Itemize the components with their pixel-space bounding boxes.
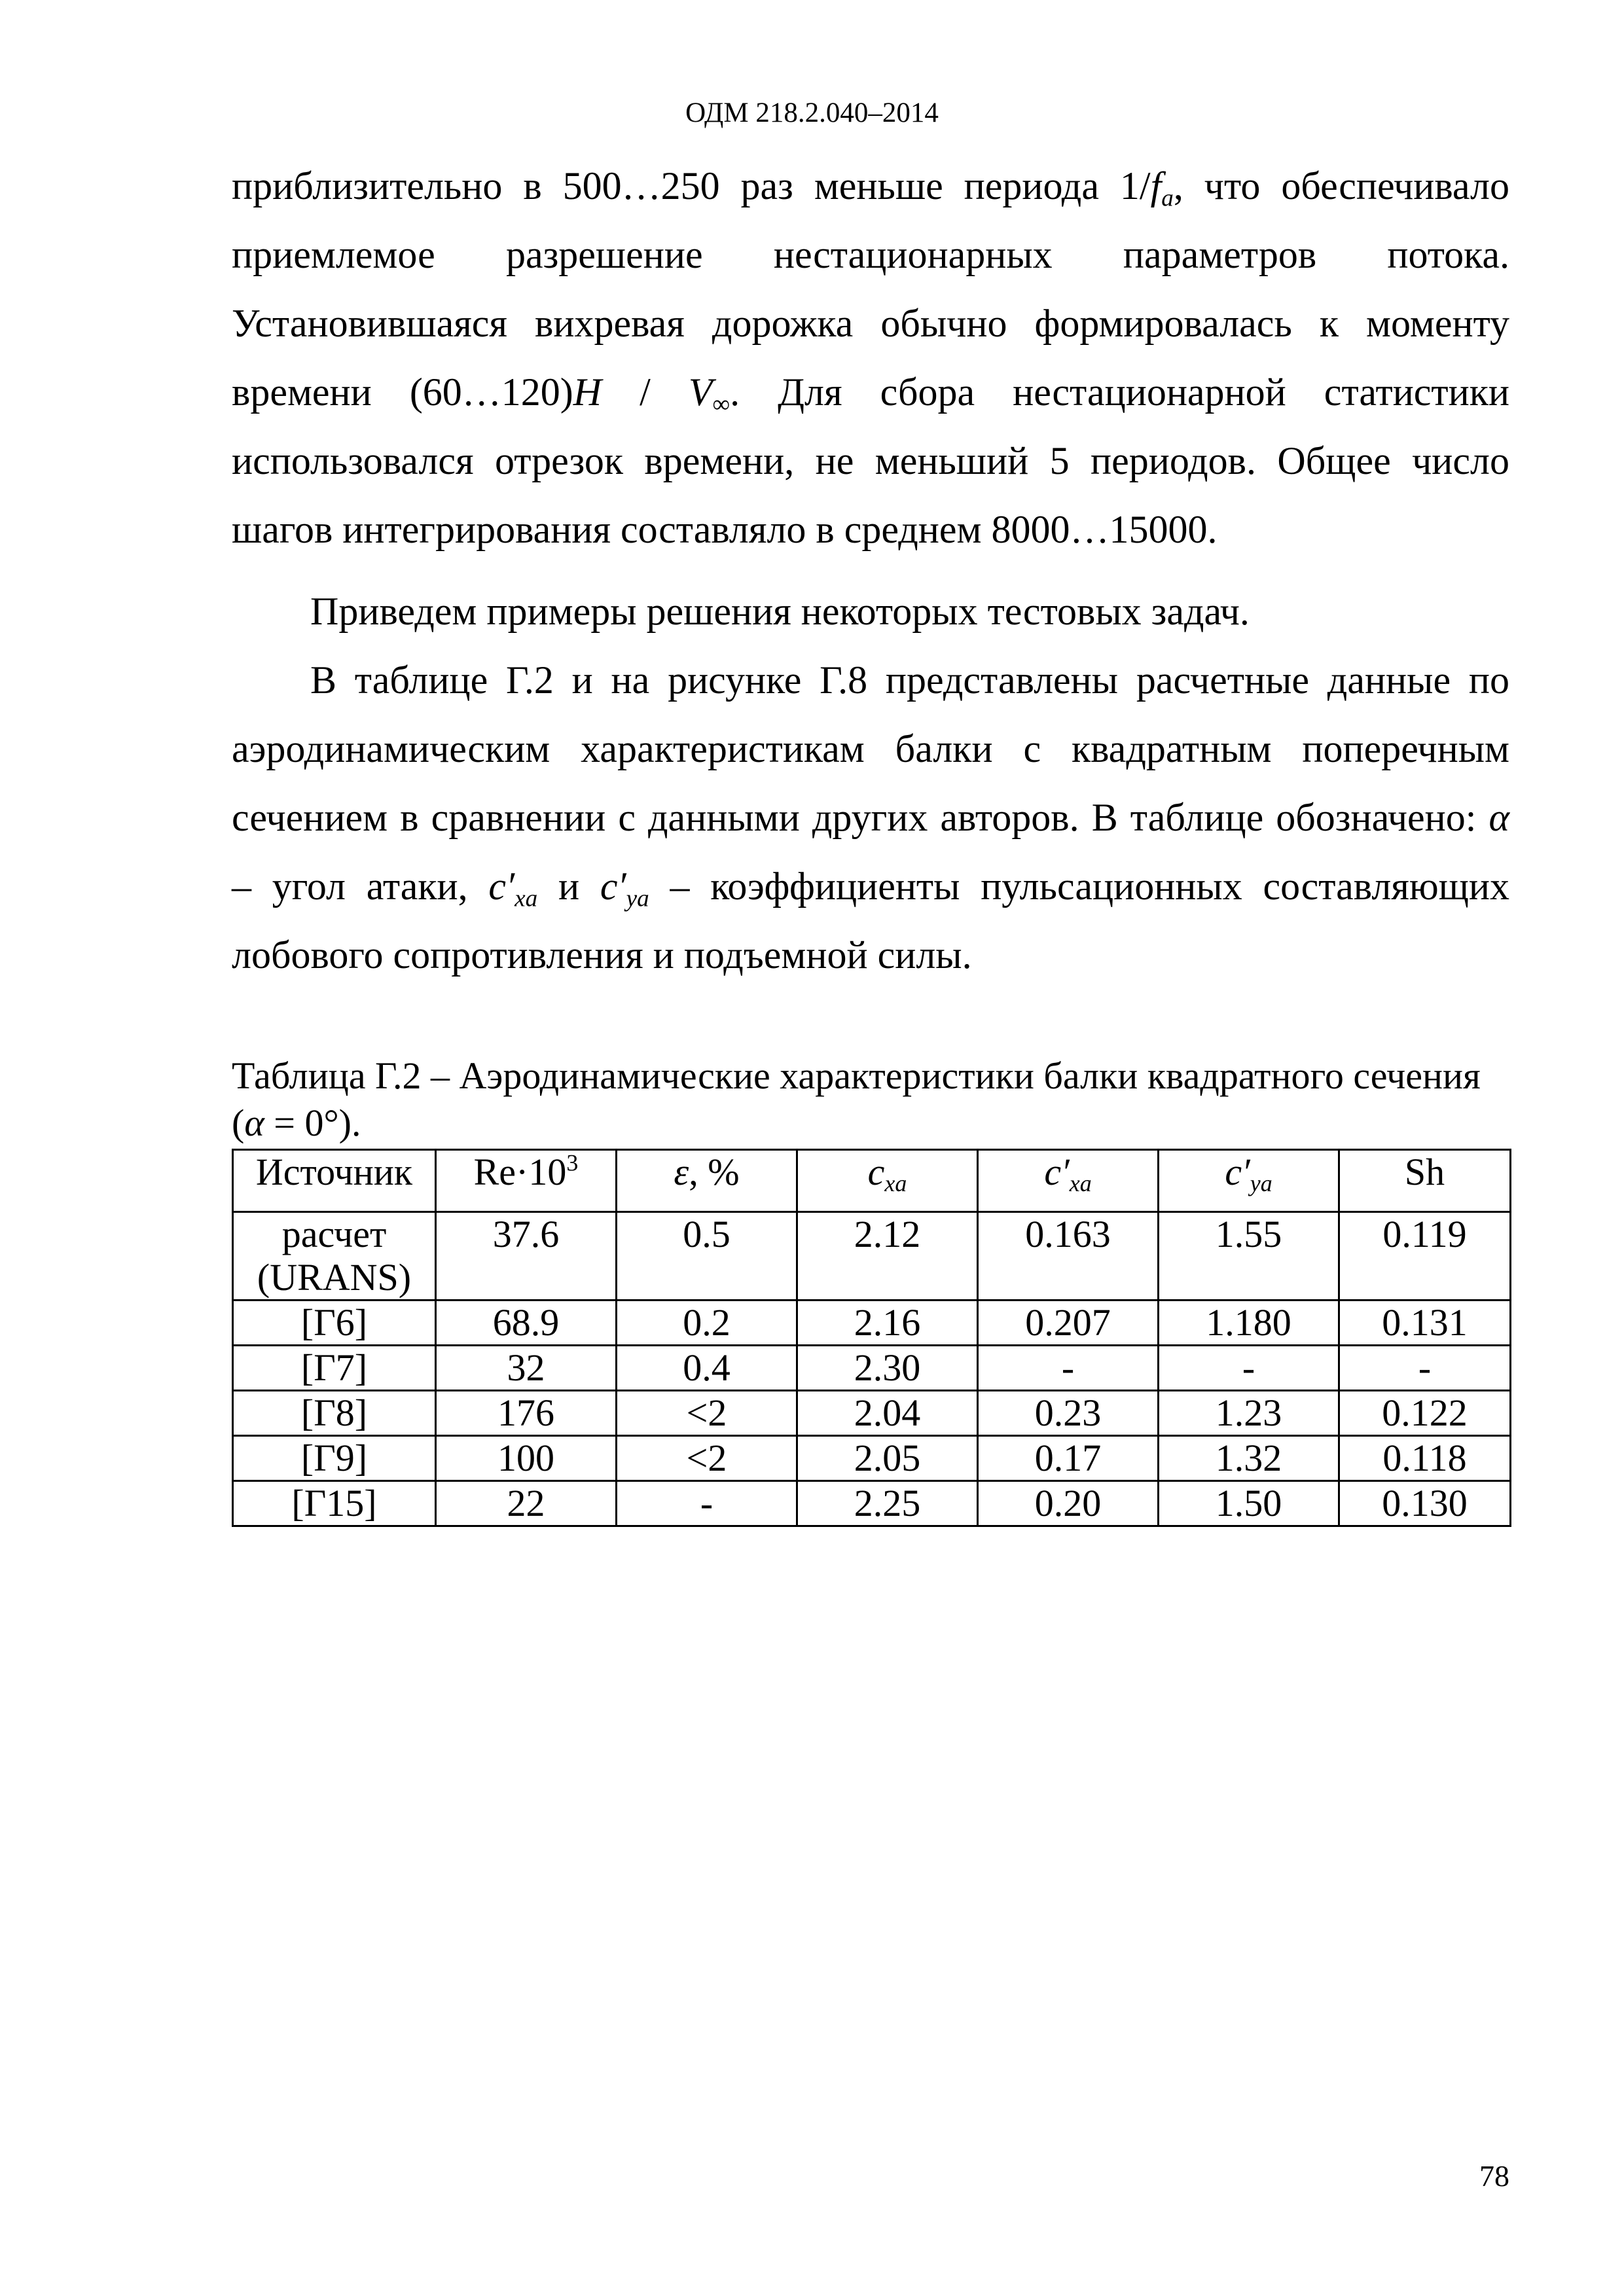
- cell-sh: 0.118: [1339, 1436, 1511, 1481]
- cell-cxa: 2.05: [797, 1436, 978, 1481]
- paragraph-continuation: приблизительно в 500…250 раз меньше периода $1/f_a$, что обеспечивало приемлемое разрешение нестационарных параметров потока. Установившаяся вихревая дорожка обычно формировалась к моменту времени (60…120)H / $V_\infty$. Для сбора нестационарной статистики использовался отрезок времени, не меньший 5 периодов. Общее число шагов интегрирования составляло в среднем 8000…15000.: [232, 164, 1510, 551]
- cell-cxa: 2.12: [797, 1212, 978, 1300]
- cell-cxa: 2.30: [797, 1346, 978, 1391]
- page-header: ОДМ 218.2.040–2014: [685, 98, 939, 128]
- paragraph-examples-intro: Приведем примеры решения некоторых тестовых задач.: [310, 590, 1250, 633]
- header-cya-pulsation: $c'_{ya}$: [1159, 1150, 1339, 1212]
- table-header-row: [233, 1150, 1511, 1212]
- cell-cxa: 2.25: [797, 1481, 978, 1526]
- table-row: [233, 1212, 1511, 1300]
- cell-sh: 0.122: [1339, 1391, 1511, 1436]
- cell-eps: -: [617, 1481, 797, 1526]
- cell-eps: 0.2: [617, 1300, 797, 1346]
- cell-cxa-pulsation: 0.17: [978, 1436, 1159, 1481]
- cell-re: 32: [436, 1346, 617, 1391]
- cell-eps: <2: [617, 1436, 797, 1481]
- body-text: [232, 152, 1509, 990]
- cell-source: [Г8]: [233, 1391, 436, 1436]
- cell-re: 68.9: [436, 1300, 617, 1346]
- cell-re: 176: [436, 1391, 617, 1436]
- table-row: [233, 1391, 1511, 1436]
- header-strouhal: Sh: [1339, 1150, 1511, 1212]
- cell-sh: -: [1339, 1346, 1511, 1391]
- cell-cya-pulsation: 1.23: [1159, 1391, 1339, 1436]
- cell-eps: <2: [617, 1391, 797, 1436]
- cell-re: 37.6: [436, 1212, 617, 1300]
- table-row: [233, 1300, 1511, 1346]
- table-row: [233, 1481, 1511, 1526]
- cell-source: [Г7]: [233, 1346, 436, 1391]
- cell-cya-pulsation: 1.55: [1159, 1212, 1339, 1300]
- header-source: Источник: [233, 1150, 436, 1212]
- table-row: [233, 1346, 1511, 1391]
- cell-sh: 0.119: [1339, 1212, 1511, 1300]
- header-reynolds: $Re\cdot 10^3$: [436, 1150, 617, 1212]
- cell-source: [Г6]: [233, 1300, 436, 1346]
- cell-cxa-pulsation: 0.20: [978, 1481, 1159, 1526]
- header-cxa-pulsation: $c'_{xa}$: [978, 1150, 1159, 1212]
- cell-cya-pulsation: 1.32: [1159, 1436, 1339, 1481]
- cell-source: [Г15]: [233, 1481, 436, 1526]
- aerodynamics-table: [232, 1149, 1511, 1527]
- cell-cxa-pulsation: -: [978, 1346, 1159, 1391]
- cell-cxa: 2.16: [797, 1300, 978, 1346]
- cell-source: [Г9]: [233, 1436, 436, 1481]
- cell-cxa-pulsation: 0.207: [978, 1300, 1159, 1346]
- table-caption: Таблица Г.2 – Аэродинамические характеристики балки квадратного сечения (α = 0°).: [232, 1054, 1481, 1144]
- cell-re: 100: [436, 1436, 617, 1481]
- cell-cya-pulsation: 1.180: [1159, 1300, 1339, 1346]
- paragraph-table-description: В таблице Г.2 и на рисунке Г.8 представлены расчетные данные по аэродинамическим характеристикам балки с квадратным поперечным сечением в сравнении с данными других авторов. В таблице обозначено: α – угол атаки, $c'_{xa}$ и $c'_{ya}$ – коэффициенты пульсационных составляющих лобового сопротивления и подъемной силы.: [232, 658, 1510, 977]
- cell-re: 22: [436, 1481, 617, 1526]
- cell-cya-pulsation: -: [1159, 1346, 1339, 1391]
- cell-eps: 0.5: [617, 1212, 797, 1300]
- cell-cxa-pulsation: 0.163: [978, 1212, 1159, 1300]
- cell-eps: 0.4: [617, 1346, 797, 1391]
- cell-sh: 0.131: [1339, 1300, 1511, 1346]
- header-cxa: $c_{xa}$: [797, 1150, 978, 1212]
- cell-cya-pulsation: 1.50: [1159, 1481, 1339, 1526]
- page-number: 78: [1479, 2159, 1509, 2193]
- header-epsilon: ε, %: [617, 1150, 797, 1212]
- cell-source: расчет (URANS): [233, 1212, 436, 1300]
- cell-sh: 0.130: [1339, 1481, 1511, 1526]
- cell-cxa: 2.04: [797, 1391, 978, 1436]
- table-row: [233, 1436, 1511, 1481]
- cell-cxa-pulsation: 0.23: [978, 1391, 1159, 1436]
